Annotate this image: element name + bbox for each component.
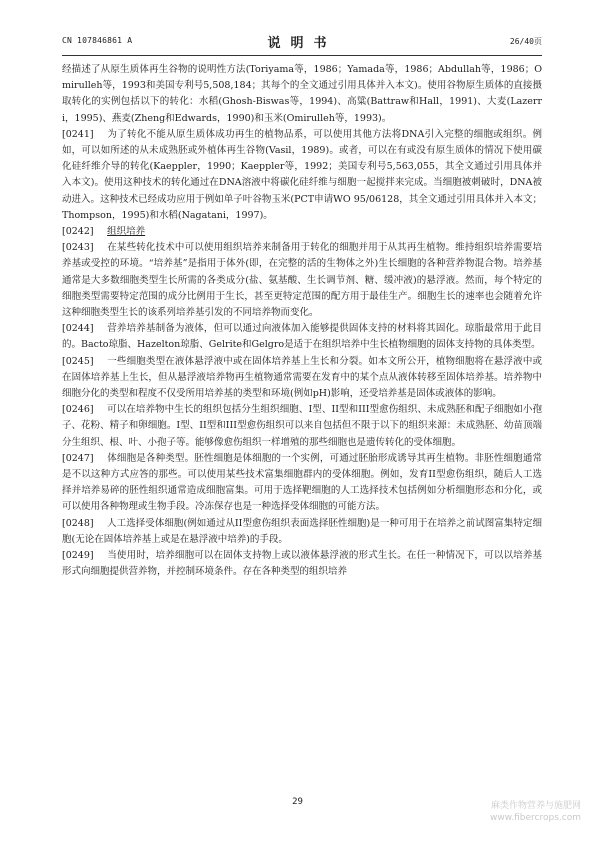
page-counter: 26/40页 bbox=[509, 37, 542, 46]
paragraph-number: [0247] bbox=[62, 452, 94, 464]
paragraph-number: [0241] bbox=[62, 128, 94, 140]
paragraph-number: [0248] bbox=[62, 517, 94, 529]
paragraph-text: 在某些转化技术中可以使用组织培养来制备用于转化的细胞并用于从其再生植物。维持组织培养需要培养基或受控的环境。“培养基”是指用于体外(即，在完整的活的生物体之外)生长细胞的各种营养物混合物。培养基通常是大多数细胞类型生长所需的各类成分(盐、氨基酸、生长调节剂、糖、缓冲液)的悬浮液。然而，每个特定的细胞类型需要特定范围的成分比例用于生长，甚至更特定范围的配方用于最佳生产。细胞生长的速率也会随着允许这种细胞类型生长的该系列培养基引发的不同培养物而变化。 bbox=[62, 242, 542, 319]
patent-number: CN 107846861 A bbox=[62, 36, 133, 45]
paragraph bbox=[62, 451, 542, 516]
section-heading: 组织培养 bbox=[107, 226, 146, 238]
paragraph-text: 营养培养基制备为液体，但可以通过向液体加入能够提供固体支持的材料将其固化。琼脂最常用于此目的。Bacto琼脂、Hazelton琼脂、Gelrite和Gelgro是适于在组织培养中生长植物细胞的固体支持物的具体类型。 bbox=[62, 323, 542, 351]
paragraph-number: [0245] bbox=[62, 355, 94, 367]
header-rule bbox=[62, 55, 542, 56]
paragraph-text: 经描述了从原生质体再生谷物的说明性方法(Toriyama等，1986；Yamada等，1986；Abdullah等，1986；Omirulleh等，1993和美国专利号5,508,184；其每个的全文通过引用具体并入本文)。使用谷物原生质体的直接摄取转化的实例包括以下的转化：水稻(Ghosh-Biswas等，1994)、高粱(Battraw和Hall，1991)、大麦(Lazerri，1995)、燕麦(Zheng和Edwards，1990)和玉米(Omirulleh等，1993)。 bbox=[62, 64, 542, 124]
paragraph bbox=[62, 402, 542, 451]
page-number: 29 bbox=[292, 797, 303, 807]
paragraph-text: 一些细胞类型在液体悬浮液中或在固体培养基上生长和分裂。如本文所公开，植物细胞将在悬浮液中或在固体培养基上生长，但从悬浮液培养物再生植物通常需要在发育中的某个点从液体转移至固体培养基。培养物中细胞分化的类型和程度不仅受所用培养基的类型和环境(例如pH)影响，还受培养基是固体或液体的影响。 bbox=[62, 355, 542, 400]
paragraph bbox=[62, 240, 542, 321]
paragraph bbox=[62, 62, 542, 127]
paragraph-text: 可以在培养物中生长的组织包括分生组织细胞、I型、II型和III型愈伤组织、未成熟胚和配子细胞如小孢子、花粉、精子和卵细胞。I型、II型和III型愈伤组织可以来自包括但不限于以下的组织来源：未成熟胚、幼苗顶端分生组织、根、叶、小孢子等。能够像愈伤组织一样增殖的那些细胞也是遗传转化的受体细胞。 bbox=[62, 404, 542, 448]
watermark bbox=[490, 800, 581, 824]
paragraph-number: [0249] bbox=[62, 550, 94, 562]
watermark-line-1: 麻类作物营养与施肥网 bbox=[490, 801, 581, 811]
paragraph-text: 人工选择受体细胞(例如通过从II型愈伤组织表面选择胚性细胞)是一种可用于在培养之前试图富集特定细胞(无论在固体培养基上或是在悬浮液中培养)的手段。 bbox=[62, 517, 542, 545]
document-body bbox=[62, 62, 542, 581]
paragraph bbox=[62, 354, 542, 403]
paragraph bbox=[62, 548, 542, 580]
paragraph-text: 为了转化不能从原生质体成功再生的植物品系，可以使用其他方法将DNA引入完整的细胞或组织。例如，可以如所述的从未成熟胚或外植体再生谷物(Vasil，1989)。或者，可以在有或没有原生质体的情况下使用碳化硅纤维介导的转化(Kaeppler，1990；Kaeppler等，1992；美国专利号5,563,055，其全文通过引用具体并入本文)。使用这种技术的转化通过在DNA溶液中将碳化硅纤维与细胞一起搅拌来完成。当细胞被刺破时，DNA被动进入。这种技术已经成功应用于例如单子叶谷物玉米(PCT申请WO 95/06128，其全文通过引用具体并入本文；Thompson，1995)和水稻(Nagatani，1997)。 bbox=[62, 128, 542, 221]
paragraph-number: [0246] bbox=[62, 404, 94, 416]
paragraph bbox=[62, 127, 542, 224]
paragraph bbox=[62, 516, 542, 548]
paragraph-number: [0243] bbox=[62, 242, 94, 254]
paragraph-number: [0242] bbox=[62, 226, 94, 238]
paragraph bbox=[62, 321, 542, 353]
paragraph-text: 体细胞是各种类型。胚性细胞是体细胞的一个实例，可通过胚胎形成诱导其再生植物。非胚性细胞通常是不以这种方式应答的那些。可以使用某些技术富集细胞群内的受体细胞。例如，发育II型愈伤组织，随后人工选择并培养易碎的胚性组织通常造成细胞富集。可用于选择靶细胞的人工选择技术包括例如分析细胞形态和分化，或可以使用各种物理或生物手段。冷冻保存也是一种选择受体细胞的可能方法。 bbox=[62, 452, 542, 513]
paragraph-number: [0244] bbox=[62, 323, 94, 335]
watermark-line-2: www.fibercrops.com bbox=[490, 813, 581, 823]
page-title: 说明书 bbox=[267, 36, 337, 51]
paragraph-text: 当使用时，培养细胞可以在固体支持物上或以液体悬浮液的形式生长。在任一种情况下，可以以培养基形式向细胞提供营养物，并控制环境条件。存在各种类型的组织培养 bbox=[62, 550, 542, 578]
page-header bbox=[62, 32, 542, 50]
paragraph bbox=[62, 224, 542, 240]
